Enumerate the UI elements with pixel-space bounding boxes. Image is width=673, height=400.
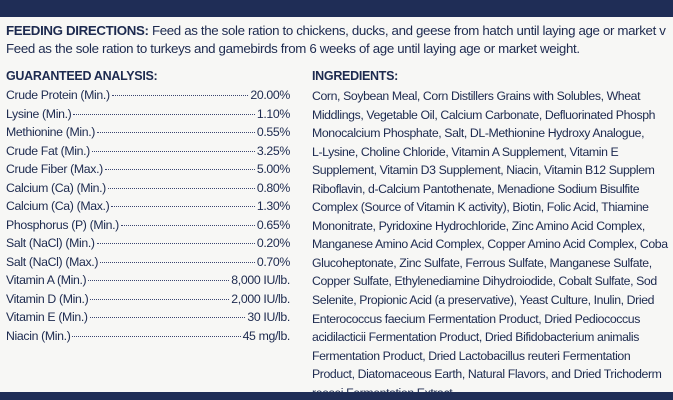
feeding-directions-line-1 [6,22,673,40]
dot-leader [72,336,240,337]
analysis-row [6,255,290,274]
dot-leader [108,188,255,189]
ingredients-line: Glucoheptonate, Zinc Sulfate, Ferrous Sulfate, Manganese Sulfate, [312,255,652,270]
feeding-directions-heading: FEEDING DIRECTIONS: [6,23,149,38]
analysis-row [6,125,290,144]
dot-leader [97,132,255,133]
ingredients-line: Manganese Amino Acid Complex, Copper Amino Acid Complex, Coba [312,237,668,252]
dot-leader [92,151,255,152]
analysis-row [6,292,290,311]
analysis-row-name: Lysine (Min.) [6,106,72,121]
analysis-row-value: 0.20% [256,236,290,250]
analysis-row-name: Salt (NaCl) (Max.) [6,254,99,269]
analysis-row-name: Crude Fat (Min.) [6,143,90,158]
ingredients-line: Fermentation Product, Dried Lactobacillus reuteri Fermentation [312,348,631,363]
analysis-row-name: Salt (NaCl) (Min.) [6,236,95,250]
analysis-row-value: 45 mg/lb. [242,328,290,343]
ingredients-line: L-Lysine, Choline Chloride, Vitamin A Supplement, Vitamin E [312,144,619,159]
ingredients-line: Monocalcium Phosphate, Salt, DL-Methionine Hydroxy Analogue, [312,126,645,141]
analysis-row-name: Phosphorus (P) (Min.) [6,217,119,232]
ingredients-line: Selenite, Propionic Acid (a preservative), Yeast Culture, Inulin, Dried [312,293,655,308]
dot-leader [121,225,255,226]
ingredients-line: Mononitrate, Pyridoxine Hydrochloride, Zinc Amino Acid Complex, [312,218,645,233]
analysis-row [6,329,290,348]
analysis-row-value: 0.70% [256,254,290,269]
analysis-row [6,273,290,292]
dot-leader [97,243,255,244]
analysis-row [6,218,290,237]
analysis-row-value: 0.80% [256,180,290,195]
analysis-row-value: 0.55% [256,125,290,139]
analysis-row-value: 20.00% [250,88,290,102]
analysis-row [6,181,290,200]
analysis-row-value: 8,000 IU/lb. [231,273,290,287]
ingredients-line: Copper Sulfate, Ethylenediamine Dihydroiodide, Cobalt Sulfate, Sod [312,274,657,289]
feeding-directions-text-2: Feed as the sole ration to turkeys and gamebirds from 6 weeks of age until laying age or market weight. [6,41,580,56]
analysis-row-name: Calcium (Ca) (Min.) [6,180,106,195]
analysis-row-name: Niacin (Min.) [6,328,71,343]
analysis-row [6,236,290,255]
dot-leader [90,299,229,300]
guaranteed-analysis-title: GUARANTEED ANALYSIS: [6,69,158,83]
top-color-band [0,0,673,17]
analysis-row-name: Methionine (Min.) [6,125,96,139]
analysis-row-name: Vitamin D (Min.) [6,291,89,306]
analysis-row [6,162,290,181]
ingredients-text [312,87,673,400]
dot-leader [105,169,255,170]
analysis-row-name: Calcium (Ca) (Max.) [6,199,110,213]
analysis-row-value: 2,000 IU/lb. [231,291,290,306]
analysis-row-value: 0.65% [256,217,290,232]
analysis-row [6,144,290,163]
ingredients-line: Middlings, Vegetable Oil, Calcium Carbonate, Defluorinated Phosph [312,107,656,122]
feeding-directions [6,22,673,58]
analysis-row-value: 5.00% [256,162,290,176]
analysis-row [6,88,290,107]
dot-leader [90,317,246,318]
analysis-row [6,310,290,329]
ingredients-line: acidilacticii Fermentation Product, Dried Bifidobacterium animalis [312,330,639,345]
ingredients-title: INGREDIENTS: [312,69,398,83]
dot-leader [73,114,254,115]
dot-leader [100,262,255,263]
dot-leader [88,280,229,281]
bottom-color-band [0,392,673,400]
ingredients-line: Enterococcus faecium Fermentation Product, Dried Pediococcus [312,311,640,326]
analysis-row-value: 1.10% [256,106,290,121]
dot-leader [112,95,249,96]
analysis-row-name: Crude Fiber (Max.) [6,162,103,176]
analysis-row-value: 30 IU/lb. [247,310,290,324]
ingredients-line: Complex (Source of Vitamin K activity), Biotin, Folic Acid, Thiamine [312,200,649,215]
analysis-row-value: 1.30% [256,199,290,213]
dot-leader [111,206,255,207]
feeding-directions-text-1: Feed as the sole ration to chickens, ducks, and geese from hatch until laying age or market v [151,23,666,38]
ingredients-line: Supplement, Vitamin D3 Supplement, Niacin, Vitamin B12 Supplem [312,163,655,178]
analysis-row-name: Crude Protein (Min.) [6,88,110,102]
ingredients-line: Product, Diatomaceous Earth, Natural Flavors, and Dried Trichoderm [312,367,662,382]
ingredients-line: Corn, Soybean Meal, Corn Distillers Grains with Solubles, Wheat [312,89,641,103]
analysis-row-value: 3.25% [256,143,290,158]
analysis-row [6,199,290,218]
ingredients-line: Riboflavin, d-Calcium Pantothenate, Menadione Sodium Bisulfite [312,181,640,196]
analysis-row [6,107,290,126]
analysis-row-name: Vitamin A (Min.) [6,273,87,287]
guaranteed-analysis-list [6,88,290,347]
analysis-row-name: Vitamin E (Min.) [6,310,88,324]
